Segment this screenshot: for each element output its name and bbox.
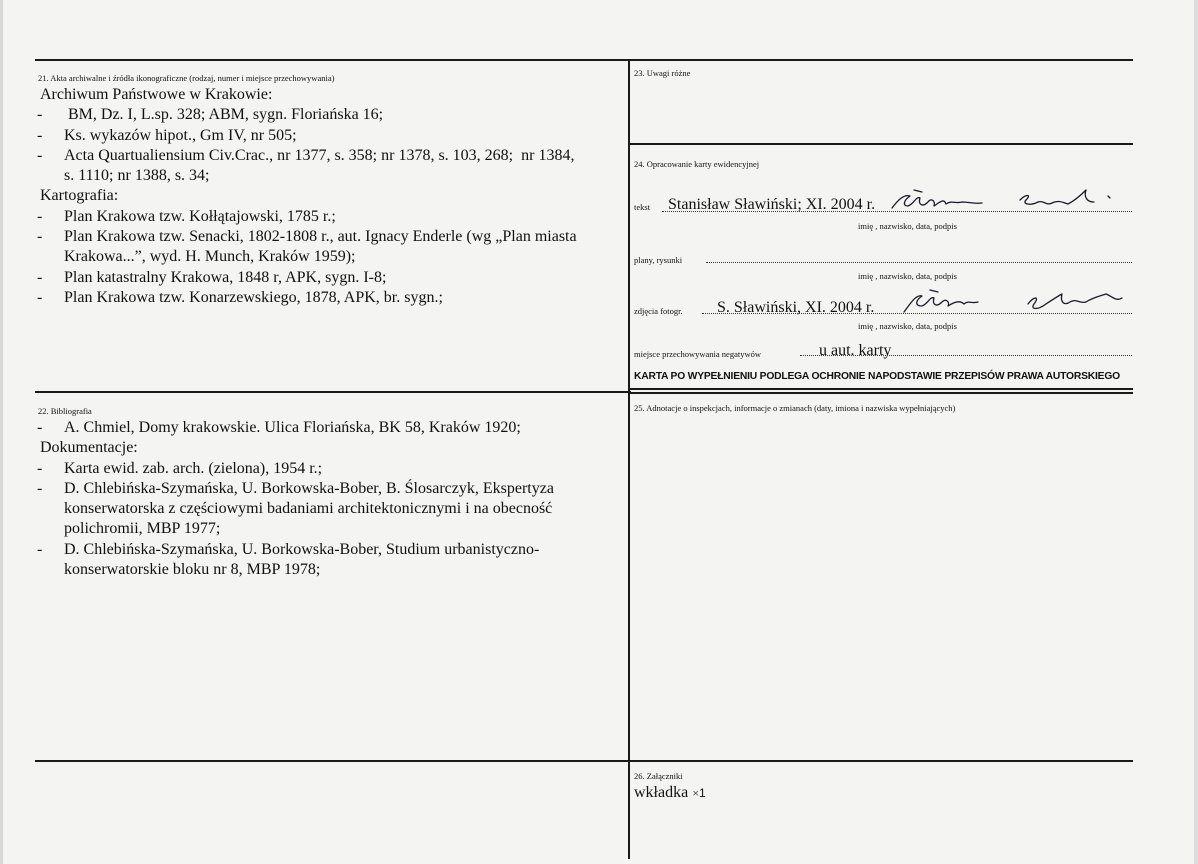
list-item-text: D. Chlebińska-Szymańska, U. Borkowska-Bober, Studium urbanistyczno- [64, 540, 540, 558]
list-item-text: Plan Krakowa tzw. Konarzewskiego, 1878, APK, br. sygn.; [64, 288, 443, 306]
list-item: - Acta Quartualiensium Civ.Crac., nr 1377, s. 358; nr 1378, s. 103, 268; nr 1384, [37, 146, 575, 164]
section-23-heading: 23. Uwagi różne [634, 68, 691, 78]
zdjecia-signature [900, 288, 1130, 318]
list-item: - Ks. wykazów hipot., Gm IV, nr 505; [37, 126, 297, 144]
list-item [37, 519, 554, 539]
list-item-text: Plan katastralny Krakowa, 1848 r, APK, sygn. I-8; [64, 268, 387, 286]
section-22-heading: 22. Bibliografia [38, 406, 92, 416]
list-item-text: A. Chmiel, Domy krakowskie. Ulica Floriańska, BK 58, Kraków 1920; [64, 419, 521, 436]
list-item: - Plan katastralny Krakowa, 1848 r, APK, sygn. I-8; [37, 268, 387, 286]
list-item-text: BM, Dz. I, L.sp. 328; ABM, sygn. Floriańska 16; [64, 106, 384, 124]
section-25-heading: 25. Adnotacje o inspekcjach, informacje o zmianach (daty, imiona i nazwiska wypełniających) [634, 403, 956, 413]
tekst-value: Stanisław Sławiński; XI. 2004 r. [668, 196, 876, 213]
list-item: - Plan Krakowa tzw. Konarzewskiego, 1878, APK, br. sygn.; [37, 288, 443, 306]
list-item: - BM, Dz. I, L.sp. 328; ABM, sygn. Floriańska 16; [37, 106, 384, 124]
negatywy-value: u aut. karty [819, 342, 892, 359]
list-item [37, 186, 577, 206]
plany-caption: imię , nazwisko, data, podpis [858, 271, 957, 281]
list-item: - D. Chlebińska-Szymańska, U. Borkowska-Bober, Studium urbanistyczno- [37, 540, 540, 558]
list-item: - D. Chlebińska-Szymańska, U. Borkowska-Bober, B. Ślosarczyk, Ekspertyza [37, 479, 554, 497]
tekst-signature [886, 186, 1136, 216]
bottom-rule [35, 760, 1133, 762]
list-item: - Karta ewid. zab. arch. (zielona), 1954 r.; [37, 459, 323, 477]
attachment-label: wkładka [634, 784, 689, 801]
list-item-text: konserwatorska z częściowymi badaniami architektonicznymi i na obecność [64, 500, 553, 518]
rule-25-26 [629, 392, 1133, 394]
plany-label: plany, rysunki [634, 255, 683, 265]
plany-line [706, 262, 1132, 263]
section-26-heading: 26. Załączniki [634, 771, 683, 781]
attachment-count: 1 [698, 786, 706, 800]
section-21-list [37, 85, 577, 308]
list-item-text: Archiwum Państwowe w Krakowie: [40, 86, 273, 103]
list-item-text: Kartografia: [40, 187, 119, 205]
list-item-text: Acta Quartualiensium Civ.Crac., nr 1377, s. 358; nr 1378, s. 103, 268; nr 1384, [64, 146, 575, 164]
middle-rule-left [35, 391, 631, 393]
tekst-label: tekst [634, 202, 651, 212]
card-left-edge [0, 0, 3, 864]
copyright-warning: KARTA PO WYPEŁNIENIU PODLEGA OCHRONIE NAPODSTAWIE PRZEPISÓW PRAWA AUTORSKIEGO [634, 371, 1120, 382]
list-item [37, 499, 554, 519]
list-item-text: Ks. wykazów hipot., Gm IV, nr 505; [64, 126, 297, 144]
list-item [37, 438, 554, 458]
attachment-item [634, 783, 706, 803]
list-item-text: s. 1110; nr 1388, s. 34; [64, 167, 210, 185]
list-item-text: D. Chlebińska-Szymańska, U. Borkowska-Bober, B. Ślosarczyk, Ekspertyza [64, 479, 554, 497]
negatywy-label: miejsce przechowywania negatywów [634, 349, 761, 359]
list-item-text: Dokumentacje: [40, 439, 138, 457]
card-right-edge [1194, 0, 1198, 864]
list-item: - Plan Krakowa tzw. Kołłątajowski, 1785 r.; [37, 207, 336, 225]
zdjecia-caption: imię , nazwisko, data, podpis [858, 321, 957, 331]
list-item-text: Plan Krakowa tzw. Senacki, 1802-1808 r., aut. Ignacy Enderle (wg „Plan miasta [64, 228, 577, 246]
center-divider [628, 59, 630, 859]
top-rule [35, 59, 1133, 61]
zdjecia-value: S. Sławiński, XI. 2004 r. [717, 299, 875, 316]
tekst-caption: imię , nazwisko, data, podpis [858, 221, 957, 231]
list-item-text: konserwatorskie bloku nr 8, MBP 1978; [64, 561, 321, 579]
list-item [37, 247, 577, 267]
zdjecia-label: zdjęcia fotogr. [634, 306, 683, 316]
list-item-text: polichromii, MBP 1977; [64, 520, 221, 538]
section-24-heading: 24. Opracowanie karty ewidencyjnej [634, 159, 760, 169]
list-item [37, 560, 554, 580]
list-item [37, 166, 577, 186]
list-item: - Plan Krakowa tzw. Senacki, 1802-1808 r., aut. Ignacy Enderle (wg „Plan miasta [37, 228, 577, 246]
list-item-text: Plan Krakowa tzw. Kołłątajowski, 1785 r.; [64, 207, 336, 225]
section-22-list [37, 418, 554, 580]
list-item-text: Krakowa...”, wyd. H. Munch, Kraków 1959); [64, 248, 356, 266]
list-item-text: Karta ewid. zab. arch. (zielona), 1954 r.; [64, 459, 323, 477]
rule-23-24 [629, 143, 1133, 145]
list-item [37, 85, 577, 105]
attachment-marker: × [692, 786, 699, 800]
section-21-heading: 21. Akta archiwalne i źródła ikonograficzne (rodzaj, numer i miejsce przechowywania) [38, 73, 335, 83]
negatywy-line [800, 355, 1132, 356]
rule-24-25 [629, 388, 1133, 390]
list-item: - A. Chmiel, Domy krakowskie. Ulica Floriańska, BK 58, Kraków 1920; [37, 419, 521, 436]
